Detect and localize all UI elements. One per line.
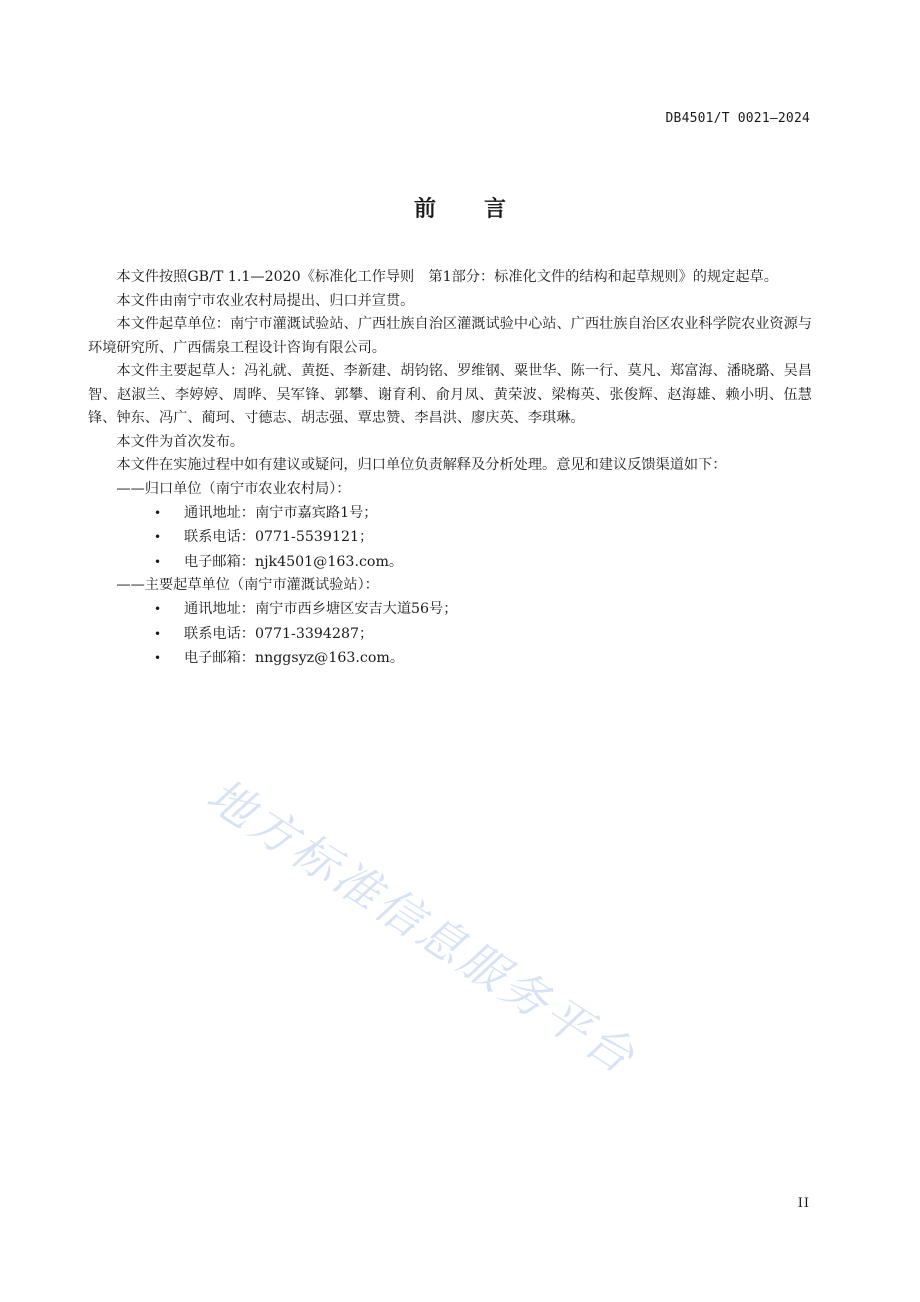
paragraph-drafting-basis: 本文件按照GB/T 1.1—2020《标准化工作导则 第1部分：标准化文件的结构和起草规则》的规定起草。 [116,269,778,285]
list-item [88,525,812,549]
bullet-icon: • [154,506,162,520]
page-title: 前言 [413,197,554,222]
paragraph-first-release: 本文件为首次发布。 [116,433,245,450]
document-code: DB4501/T 0021—2024 [665,111,810,126]
bullet-icon: • [154,602,162,617]
contact-address: 通讯地址：南宁市嘉宾路1号； [184,505,378,521]
contact-heading: ——归口单位（南宁市农业农村局）： [116,480,351,497]
paragraph-feedback: 本文件在实施过程中如有建议或疑问，归口单位负责解释及分析处理。意见和建议反馈渠道如下： [116,457,727,473]
contact-email: 电子邮箱：njk4501@163.com。 [184,553,404,570]
bullet-icon: • [154,530,162,545]
contact-email: 电子邮箱：nnggsyz@163.com。 [184,649,405,666]
paragraph-drafting-units: 本文件起草单位：南宁市灌溉试验站、广西壮族自治区灌溉试验中心站、广西壮族自治区农业科学院农业资源与环境研究所、广西儒泉工程设计咨询有限公司。 [88,316,812,356]
list-item [88,550,812,574]
contact-phone: 联系电话：0771-5539121； [184,529,374,546]
list-item [88,622,812,646]
watermark: 地方标准信息服务平台 [197,767,647,1086]
contact-list [88,597,812,670]
list-item [88,501,812,525]
page-number: II [797,1196,810,1211]
contact-phone: 联系电话：0771-3394287； [184,625,374,642]
document-body [88,266,812,670]
contact-address: 通讯地址：南宁市西乡塘区安吉大道56号； [184,601,458,618]
bullet-icon: • [154,554,162,569]
paragraph-drafters: 本文件主要起草人：冯礼就、黄挺、李新建、胡钧铭、罗维钢、粟世华、陈一行、莫凡、郑富海、潘晓璐、吴昌智、赵淑兰、李婷婷、周晔、吴军锋、郭攀、谢育利、俞月凤、黄荣波、梁梅英、张俊辉、赵海雄、赖小明、伍慧锋、钟东、冯广、蔺珂、寸德志、胡志强、覃忠赞、李昌洪、廖庆英、李琪琳。 [88,363,812,426]
bullet-icon: • [154,626,162,641]
list-item [88,646,812,670]
bullet-icon: • [154,650,162,665]
paragraph-proposer: 本文件由南宁市农业农村局提出、归口并宣贯。 [116,292,415,309]
contact-list [88,501,812,574]
list-item [88,597,812,621]
contact-heading: ——主要起草单位（南宁市灌溉试验站）： [116,576,379,593]
